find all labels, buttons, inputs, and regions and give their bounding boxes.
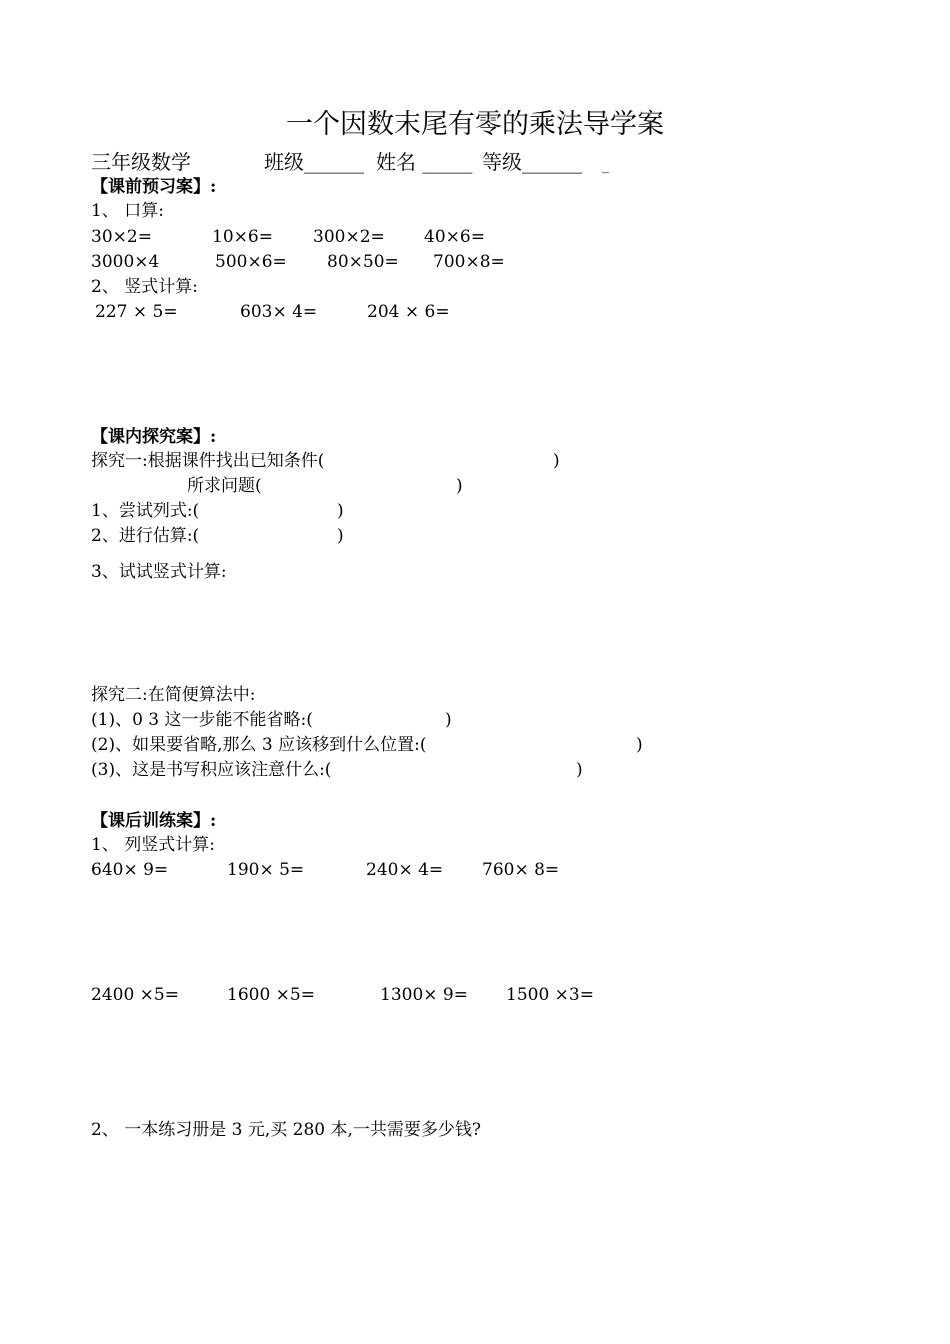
inquiry2-q3-close: ) bbox=[576, 760, 583, 780]
try-formula-close: ) bbox=[337, 501, 344, 521]
level-field bbox=[482, 150, 582, 174]
grade-subject: 三年级数学 bbox=[91, 150, 191, 174]
vertical-item: 227 × 5= bbox=[95, 302, 178, 322]
name-field bbox=[376, 150, 472, 174]
practice-q1-label: 1、 列竖式计算: bbox=[91, 835, 215, 855]
mental-item: 40×6= bbox=[424, 227, 485, 247]
mental-item: 80×50= bbox=[327, 252, 399, 272]
preview-heading: 【课前预习案】: bbox=[91, 177, 217, 197]
preview-q2-label: 2、 竖式计算: bbox=[91, 277, 198, 297]
practice-q2: 2、 一本练习册是 3 元,买 280 本,一共需要多少钱? bbox=[91, 1120, 482, 1140]
mental-item: 30×2= bbox=[91, 227, 152, 247]
inquiry1-known: 探究一:根据课件找出已知条件( bbox=[91, 451, 325, 471]
inquiry2-q1: (1)、0 3 这一步能不能省略:( bbox=[91, 710, 313, 730]
level-label: 等级 bbox=[482, 150, 522, 174]
mental-item: 3000×4 bbox=[91, 252, 160, 272]
estimate-close: ) bbox=[337, 526, 344, 546]
estimate: 2、进行估算:( bbox=[91, 526, 200, 546]
level-blank[interactable]: ______ bbox=[522, 150, 582, 174]
try-formula: 1、尝试列式:( bbox=[91, 501, 200, 521]
class-label: 班级 bbox=[264, 150, 304, 174]
practice-item: 760× 8= bbox=[482, 860, 560, 880]
mental-item: 500×6= bbox=[215, 252, 287, 272]
inquiry1-question-close: ) bbox=[456, 476, 463, 496]
name-blank[interactable]: _____ bbox=[422, 150, 473, 174]
preview-q1-label: 1、 口算: bbox=[91, 201, 164, 221]
inquiry1-question: 所求问题( bbox=[187, 476, 262, 496]
vertical-item: 204 × 6= bbox=[367, 302, 450, 322]
inquiry2-q2: (2)、如果要省略,那么 3 应该移到什么位置:( bbox=[91, 735, 427, 755]
inquiry2-q2-close: ) bbox=[636, 735, 643, 755]
vertical-item: 603× 4= bbox=[240, 302, 318, 322]
practice-heading: 【课后训练案】: bbox=[91, 811, 217, 831]
mental-item: 700×8= bbox=[433, 252, 505, 272]
explore-heading: 【课内探究案】: bbox=[91, 427, 217, 447]
try-vertical: 3、试试竖式计算: bbox=[91, 562, 227, 582]
mental-item: 300×2= bbox=[313, 227, 385, 247]
practice-item: 1500 ×3= bbox=[506, 985, 594, 1005]
class-field bbox=[264, 150, 364, 174]
inquiry2-title: 探究二:在简便算法中: bbox=[91, 685, 256, 705]
inquiry2-q1-close: ) bbox=[445, 710, 452, 730]
practice-item: 1600 ×5= bbox=[227, 985, 315, 1005]
name-label: 姓名 bbox=[376, 150, 416, 174]
class-blank[interactable]: ______ bbox=[304, 150, 364, 174]
mental-item: 10×6= bbox=[212, 227, 273, 247]
practice-item: 190× 5= bbox=[227, 860, 305, 880]
practice-item: 2400 ×5= bbox=[91, 985, 179, 1005]
practice-item: 1300× 9= bbox=[380, 985, 468, 1005]
practice-item: 240× 4= bbox=[366, 860, 444, 880]
page-title: 一个因数末尾有零的乘法导学案 bbox=[286, 109, 664, 140]
inquiry1-known-close: ) bbox=[553, 451, 560, 471]
header-tail-mark: _ bbox=[602, 158, 609, 174]
inquiry2-q3: (3)、这是书写积应该注意什么:( bbox=[91, 760, 332, 780]
practice-item: 640× 9= bbox=[91, 860, 169, 880]
